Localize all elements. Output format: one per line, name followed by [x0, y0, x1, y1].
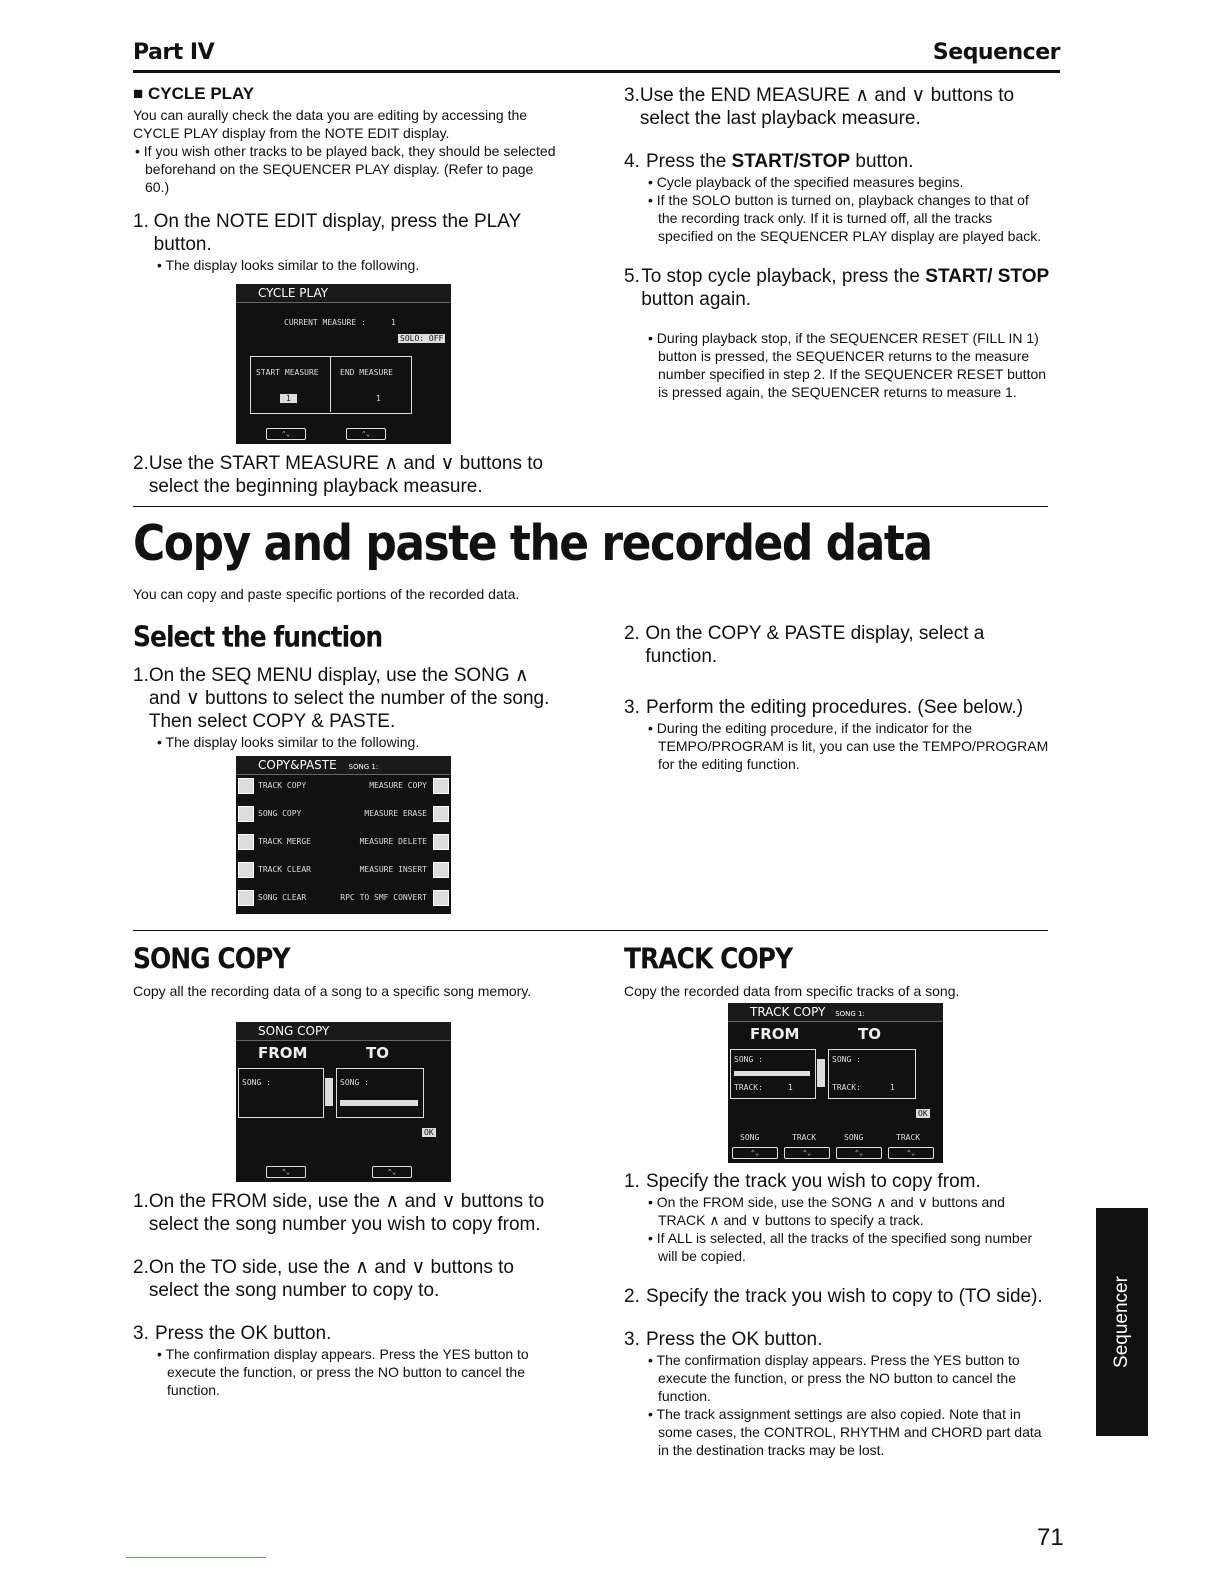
header-rule	[133, 70, 1060, 73]
solo-indicator: SOLO: OFF	[400, 334, 444, 343]
track-copy-lcd-title: TRACK COPY SONG 1:	[728, 1003, 943, 1022]
track-to-label: TO	[858, 1025, 881, 1043]
song-copy-step2: On the TO side, use the ∧ and ∨ buttons to select the song number to copy to.	[148, 1257, 514, 1301]
updown-icon: ⌃⌄	[732, 1147, 778, 1159]
cycle-step5-pre: To stop cycle playback, press the	[641, 266, 920, 287]
lcd-button-label: TRACK	[896, 1133, 921, 1142]
song-copy-step3: Press the OK button.	[155, 1323, 332, 1344]
track-arrow-right-icon	[817, 1059, 825, 1087]
track-to-track-value: 1	[890, 1083, 895, 1092]
start-measure-value: 1	[280, 394, 297, 403]
copy-paste-lcd-title: COPY&PASTE SONG 1:	[236, 756, 451, 775]
menu-item-left: TRACK COPY	[258, 781, 307, 790]
menu-item-left: TRACK CLEAR	[258, 865, 311, 874]
lcd-title: CYCLE PLAY	[236, 284, 451, 303]
cycle-play-lcd	[236, 284, 451, 444]
song-copy-lcd-title: SONG COPY	[236, 1022, 451, 1041]
song-copy-lcd	[236, 1022, 451, 1182]
track-copy-step2: Specify the track you wish to copy to (TO side).	[646, 1286, 1043, 1307]
menu-item-right: MEASURE ERASE	[364, 809, 427, 818]
menu-item-right: RPC TO SMF CONVERT	[340, 893, 427, 902]
page-number: 71	[1037, 1524, 1064, 1551]
track-from-song-label: SONG :	[734, 1055, 763, 1064]
track-to-track-label: TRACK:	[832, 1083, 861, 1092]
from-updown-icon: ⌃⌄	[266, 1166, 306, 1178]
track-to-song-label: SONG :	[832, 1055, 861, 1064]
song-copy-heading: SONG COPY	[133, 942, 290, 976]
menu-item-icon	[238, 862, 254, 878]
track-copy-step1-note-1: • On the FROM side, use the SONG ∧ and ∨ buttons and TRACK ∧ and ∨ buttons to specify a track.	[646, 1193, 1050, 1229]
lcd-button-label: SONG	[844, 1133, 864, 1142]
select-function-heading: Select the function	[133, 620, 383, 654]
ok-button: OK	[424, 1128, 434, 1137]
cycle-step4-note-1: • Cycle playback of the specified measures begins.	[646, 173, 1050, 191]
menu-item-right: MEASURE DELETE	[359, 837, 427, 846]
end-measure-value: 1	[376, 394, 381, 403]
current-measure-label: CURRENT MEASURE :	[284, 318, 366, 327]
track-from-track-value: 1	[788, 1083, 793, 1092]
cycle-play-intro: You can aurally check the data you are editing by accessing the CYCLE PLAY display from the NOTE EDIT display.	[133, 107, 528, 141]
track-from-label: FROM	[750, 1025, 800, 1043]
menu-item-left: TRACK MERGE	[258, 837, 311, 846]
lcd-button-label: SONG	[740, 1133, 760, 1142]
select-step1-note: • The display looks similar to the following.	[155, 733, 558, 751]
track-ok-button: OK	[918, 1109, 928, 1118]
menu-item-right: MEASURE INSERT	[359, 865, 427, 874]
cycle-step4-pre: Press the	[646, 151, 727, 172]
arrow-right-icon	[325, 1078, 333, 1106]
track-from-track-label: TRACK:	[734, 1083, 763, 1092]
menu-item-icon	[433, 834, 449, 850]
current-measure-value: 1	[391, 318, 396, 327]
menu-item-right: MEASURE COPY	[369, 781, 427, 790]
from-box	[238, 1068, 324, 1118]
cycle-play-note: • If you wish other tracks to be played back, they should be selected beforehand on the SEQUENCER PLAY display. (Refer to page 60.)	[133, 142, 558, 196]
to-song-highlight	[340, 1100, 418, 1106]
to-label: TO	[366, 1044, 389, 1062]
end-measure-label: END MEASURE	[340, 368, 393, 377]
cycle-step5-post: button again.	[641, 289, 752, 310]
updown-icon: ⌃⌄	[888, 1147, 934, 1159]
cycle-step3: Use the END MEASURE ∧ and ∨ buttons to select the last playback measure.	[639, 85, 1015, 129]
cycle-play-section: ■ CYCLE PLAY You can aurally check the data you are editing by accessing the CYCLE PLAY display from the NOTE EDIT display. • If you wish other tracks to be played back, they should be selected beforehand on the SEQUENCER PLAY display. (Refer to page 60.) 1. On the NOTE EDIT display, press the PLAY button. • The display looks similar to the following.	[133, 84, 558, 274]
updown-icon: ⌃⌄	[836, 1147, 882, 1159]
track-copy-step1: Specify the track you wish to copy from.	[646, 1171, 981, 1192]
menu-item-icon	[238, 890, 254, 906]
start-measure-updown-icon: ⌃⌄	[266, 428, 306, 440]
select-step3: Perform the editing procedures. (See below.)	[646, 697, 1024, 718]
track-copy-intro: Copy the recorded data from specific tracks of a song.	[624, 983, 960, 999]
track-from-song-highlight	[734, 1071, 810, 1076]
footer-line	[126, 1557, 266, 1558]
from-song-label: SONG :	[242, 1078, 271, 1087]
track-copy-step3: Press the OK button.	[646, 1329, 823, 1350]
start-measure-label: START MEASURE	[256, 368, 319, 377]
from-label: FROM	[258, 1044, 308, 1062]
menu-item-icon	[433, 862, 449, 878]
cycle-step4-post: button.	[855, 151, 914, 172]
song-copy-intro: Copy all the recording data of a song to a specific song memory.	[133, 983, 532, 999]
page-title: Copy and paste the recorded data	[133, 515, 932, 573]
track-copy-step1-note-2: • If ALL is selected, all the tracks of the specified song number will be copied.	[646, 1229, 1050, 1265]
copy-paste-intro: You can copy and paste specific portions of the recorded data.	[133, 586, 520, 602]
cycle-step1-note: • The display looks similar to the following.	[155, 256, 558, 274]
section-label: Sequencer	[932, 40, 1060, 65]
part-label: Part IV	[133, 40, 215, 65]
to-box	[336, 1068, 424, 1118]
menu-item-icon	[238, 806, 254, 822]
section-divider-2	[133, 930, 1048, 931]
select-step1: On the SEQ MENU display, use the SONG ∧ and ∨ buttons to select the number of the song. Then select COPY & PASTE.	[148, 665, 550, 732]
cycle-play-steps-right: 3. Use the END MEASURE ∧ and ∨ buttons to select the last playback measure. 4. Press the START/STOP button. • Cycle playback of the specified measures begins. • If the SOLO button is turned on, playback changes to that of the recording track only. If it is turned off, all the tracks specified on the SEQUENCER PLAY display are played back. 5. To stop cycle playback, press the START/ STOP button again. • During playback stop, if the SEQUENCER RESET (FILL IN 1) button is pressed, the SEQUENCER returns to the measure number specified in step 2. If the SEQUENCER RESET button is pressed again, the SEQUENCER returns to measure 1.	[624, 84, 1050, 401]
section-divider-1	[133, 506, 1048, 507]
menu-item-icon	[433, 890, 449, 906]
track-copy-step3-note-1: • The confirmation display appears. Press the YES button to execute the function, or press the NO button to cancel the function.	[646, 1351, 1050, 1405]
menu-item-icon	[238, 778, 254, 794]
menu-item-left: SONG CLEAR	[258, 893, 307, 902]
to-updown-icon: ⌃⌄	[372, 1166, 412, 1178]
lcd-button-label: TRACK	[792, 1133, 817, 1142]
cycle-play-heading: CYCLE PLAY	[148, 84, 255, 103]
song-copy-step3-note: • The confirmation display appears. Press the YES button to execute the function, or press the NO button to cancel the function.	[155, 1345, 558, 1399]
start-stop-key-2: START/ STOP	[925, 266, 1050, 287]
select-step3-note: • During the editing procedure, if the indicator for the TEMPO/PROGRAM is lit, you can use the TEMPO/PROGRAM for the editing function.	[646, 719, 1050, 773]
song-copy-step1: On the FROM side, use the ∧ and ∨ buttons to select the song number you wish to copy from.	[148, 1191, 545, 1235]
menu-item-icon	[433, 778, 449, 794]
cycle-step4-note-2: • If the SOLO button is turned on, playback changes to that of the recording track only. If it is turned off, all the tracks specified on the SEQUENCER PLAY display are played back.	[646, 191, 1050, 245]
copy-paste-lcd	[236, 756, 451, 914]
menu-item-left: SONG COPY	[258, 809, 302, 818]
end-measure-updown-icon: ⌃⌄	[346, 428, 386, 440]
updown-icon: ⌃⌄	[784, 1147, 830, 1159]
select-step2: On the COPY & PASTE display, select a function.	[645, 623, 985, 667]
sequencer-side-tab: Sequencer	[1096, 1208, 1148, 1436]
square-bullet-icon: ■	[133, 84, 148, 103]
measure-box	[250, 356, 412, 414]
menu-item-icon	[238, 834, 254, 850]
measure-divider	[330, 356, 331, 412]
start-stop-key: START/STOP	[731, 151, 851, 172]
track-copy-lcd	[728, 1003, 943, 1163]
to-song-label: SONG :	[340, 1078, 369, 1087]
track-copy-heading: TRACK COPY	[624, 942, 793, 976]
cycle-step5-note: • During playback stop, if the SEQUENCER RESET (FILL IN 1) button is pressed, the SEQUENCER returns to the measure number specified in step 2. If the SEQUENCER RESET button is pressed again, the SEQUENCER returns to measure 1.	[646, 329, 1050, 401]
menu-item-icon	[433, 806, 449, 822]
cycle-step2: Use the START MEASURE ∧ and ∨ buttons to select the beginning playback measure.	[148, 453, 544, 497]
cycle-step1: On the NOTE EDIT display, press the PLAY button.	[153, 211, 521, 255]
track-copy-step3-note-2: • The track assignment settings are also copied. Note that in some cases, the CONTROL, RHYTHM and CHORD part data in the destination tracks may be lost.	[646, 1405, 1050, 1459]
